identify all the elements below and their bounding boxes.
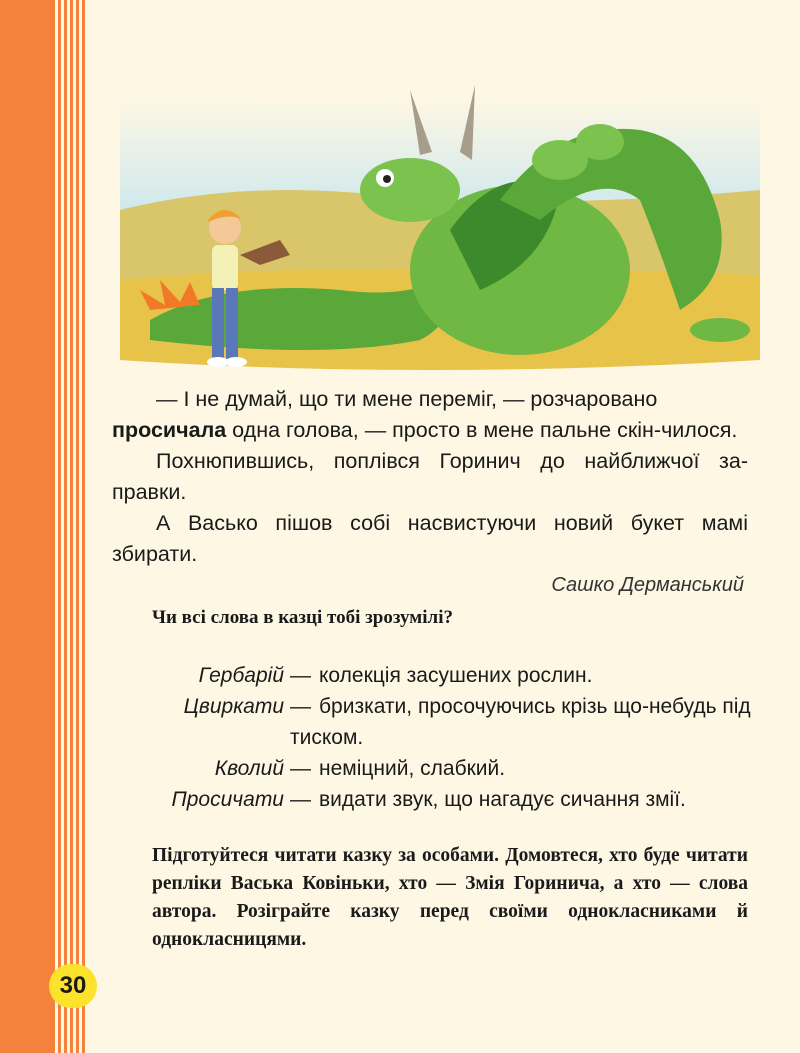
author-name: Сашко Дерманський xyxy=(551,574,744,596)
glossary-row xyxy=(112,691,752,753)
glossary xyxy=(112,660,752,815)
glossary-row xyxy=(112,660,752,691)
dragon-head xyxy=(360,158,460,222)
bold-word: просичала xyxy=(112,418,227,442)
glossary-definition: видати звук, що нагадує сичання змії. xyxy=(319,788,686,811)
story-line-2: одна голова, — просто в мене пальне скін-чилося. xyxy=(226,418,738,442)
glossary-term: Кволий xyxy=(214,757,284,780)
glossary-row xyxy=(112,784,752,815)
boy-leg-right xyxy=(226,288,238,360)
story-paragraph-2: Похнюпившись, поплівся Горинич до найближчої за-правки. xyxy=(112,449,748,504)
glossary-definition: бризкати, просочуючись крізь що-небудь під тиском. xyxy=(290,695,751,749)
glossary-term: Цвиркати xyxy=(183,695,284,718)
glossary-term: Просичати xyxy=(171,788,284,811)
story-text xyxy=(112,384,748,570)
dash: — xyxy=(290,788,311,811)
dragon-illustration xyxy=(120,60,760,380)
page-number: 30 xyxy=(49,964,97,1008)
boy-shirt xyxy=(212,245,238,290)
glossary-definition: колекція засушених рослин. xyxy=(319,664,593,687)
story-paragraph-3: А Васько пішов собі насвистуючи новий букет мамі збирати. xyxy=(112,511,748,566)
glossary-row xyxy=(112,753,752,784)
decorative-stripes xyxy=(52,0,86,1053)
task-text: Підготуйтеся читати казку за особами. Домовтеся, хто буде читати репліки Васька Ковіньки, хто — Змія Горинича, а хто — слова автора. Розіграйте казку перед своїми однокласниками й однокласницями. xyxy=(152,845,748,950)
glossary-definition: неміцний, слабкий. xyxy=(319,757,506,780)
dragon-foot xyxy=(690,318,750,342)
glossary-term: Гербарій xyxy=(198,664,284,687)
left-margin-bar xyxy=(0,0,52,1053)
dash: — xyxy=(290,664,311,687)
dash: — xyxy=(290,695,311,718)
story-line-1: — І не думай, що ти мене переміг, — розчаровано xyxy=(156,387,658,411)
dragon-head-third xyxy=(576,124,624,160)
boy-leg-left xyxy=(212,288,224,360)
question-heading: Чи всі слова в казці тобі зрозумілі? xyxy=(152,607,453,628)
dash: — xyxy=(290,757,311,780)
